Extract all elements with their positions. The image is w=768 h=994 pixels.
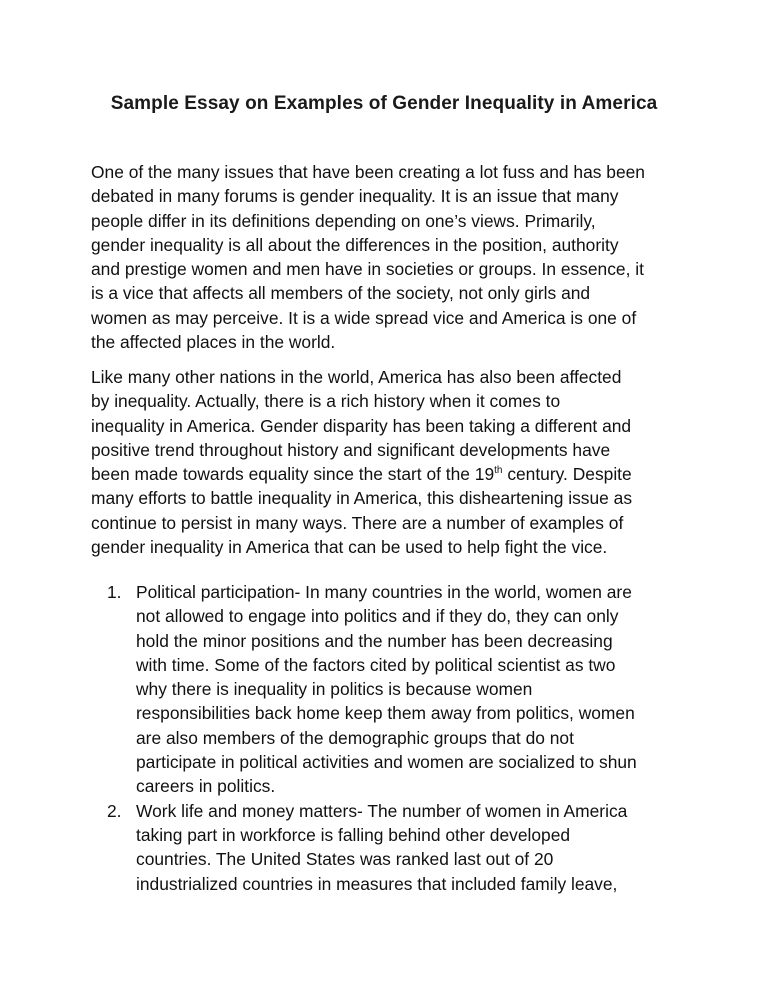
paragraph-1-line: One of the many issues that have been creating a lot fuss and has been <box>91 162 645 182</box>
century-line-end: century. Despite <box>502 464 632 485</box>
paragraph-2-century-line <box>91 462 691 486</box>
paragraph-2-line: positive trend throughout history and significant developments have <box>91 439 611 460</box>
century-line-start: been made towards equality since the start of the 19 <box>91 464 495 485</box>
paragraph-2 <box>91 365 691 559</box>
paragraph-2-line: by inequality. Actually, there is a rich history when it comes to <box>91 391 561 412</box>
list-item-line: are also members of the demographic groups that do not <box>136 727 574 748</box>
list-item-number: 1. <box>107 582 122 602</box>
list-item-line: taking part in workforce is falling behind other developed <box>136 824 571 845</box>
paragraph-2-line: gender inequality in America that can be used to help fight the vice. <box>91 537 608 558</box>
paragraph-2-line: many efforts to battle inequality in America, this disheartening issue as <box>91 488 633 509</box>
paragraph-1-line: people differ in its definitions depending on one’s views. Primarily, <box>91 210 596 231</box>
numbered-list <box>91 580 691 896</box>
list-item-line: with time. Some of the factors cited by political scientist as two <box>136 654 616 675</box>
list-item-line: countries. The United States was ranked last out of 20 <box>136 849 554 870</box>
list-item-line: industrialized countries in measures that included family leave, <box>136 873 618 894</box>
list-item-line: participate in political activities and women are socialized to shun <box>136 752 637 773</box>
paragraph-2-line: Like many other nations in the world, America has also been affected <box>91 367 622 387</box>
list-item-line: why there is inequality in politics is because women <box>136 679 533 700</box>
paragraph-2-line: continue to persist in many ways. There are a number of examples of <box>91 512 624 533</box>
paragraph-1-line: and prestige women and men have in societies or groups. In essence, it <box>91 259 644 280</box>
list-item-line: not allowed to engage into politics and if they do, they can only <box>136 606 619 627</box>
list-item-line: responsibilities back home keep them away from politics, women <box>136 703 635 724</box>
paragraph-1 <box>91 160 691 354</box>
list-item <box>91 580 691 799</box>
paragraph-1-line: debated in many forums is gender inequality. It is an issue that many <box>91 186 619 207</box>
paragraph-1-line: is a vice that affects all members of the society, not only girls and <box>91 283 591 304</box>
list-item-line: careers in politics. <box>136 776 276 797</box>
list-item-line: hold the minor positions and the number has been decreasing <box>136 630 613 651</box>
paragraph-1-line: the affected places in the world. <box>91 332 336 353</box>
list-item-line: Political participation- In many countries in the world, women are <box>136 582 632 602</box>
paragraph-1-line: gender inequality is all about the differences in the position, authority <box>91 234 619 255</box>
paragraph-1-line: women as may perceive. It is a wide spread vice and America is one of <box>91 307 637 328</box>
essay-title: Sample Essay on Examples of Gender Inequality in America <box>110 93 658 114</box>
list-item-line: Work life and money matters- The number of women in America <box>136 800 628 821</box>
century-superscript: th <box>494 465 503 477</box>
paragraph-2-line: inequality in America. Gender disparity has been taking a different and <box>91 415 632 436</box>
list-item-number: 2. <box>107 800 122 821</box>
list-item <box>91 799 691 896</box>
